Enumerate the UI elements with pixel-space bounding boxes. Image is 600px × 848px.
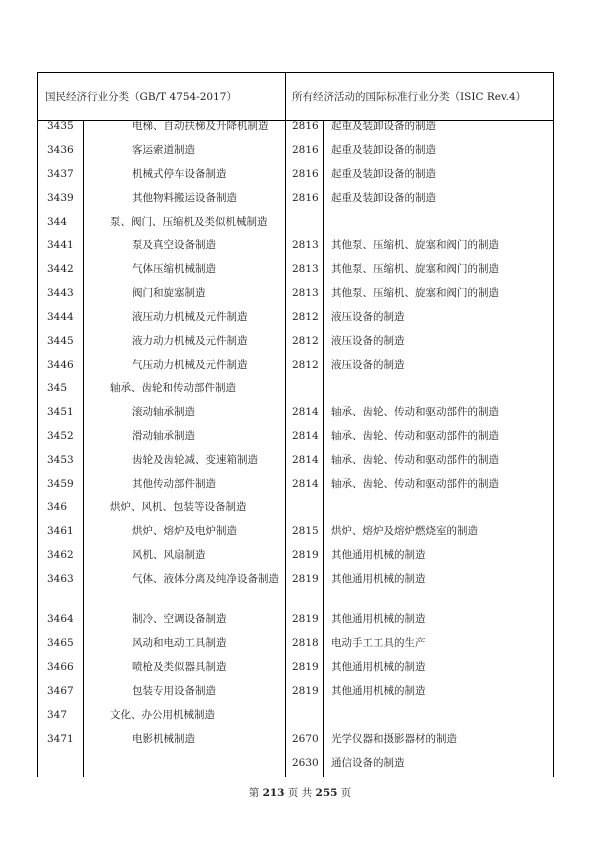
industry-name: 烘炉、熔炉及电炉制造 [132, 525, 237, 537]
table-row [0, 258, 600, 280]
industry-code: 3464 [47, 613, 74, 625]
isic-code: 2819 [292, 549, 319, 561]
industry-name: 机械式停车设备制造 [132, 168, 227, 180]
industry-code: 3446 [47, 359, 74, 371]
isic-code: 2819 [292, 573, 319, 585]
industry-name: 包装专用设备制造 [132, 685, 216, 697]
isic-name: 电动手工工具的生产 [331, 637, 426, 649]
industry-name: 其他传动部件制造 [132, 478, 216, 490]
isic-name: 其他通用机械的制造 [331, 613, 426, 625]
industry-code: 3439 [47, 192, 74, 204]
industry-code: 3442 [47, 263, 74, 275]
table-row [0, 568, 600, 590]
table-row [0, 306, 600, 328]
table-row [0, 449, 600, 471]
industry-code: 3462 [47, 549, 74, 561]
industry-name: 风机、风扇制造 [132, 549, 206, 561]
industry-name: 气体、液体分离及纯净设备制造 [132, 573, 279, 585]
industry-code: 3467 [47, 685, 74, 697]
isic-name: 起重及装卸设备的制造 [331, 120, 436, 132]
isic-name: 其他泵、压缩机、旋塞和阀门的制造 [331, 239, 499, 251]
isic-name: 起重及装卸设备的制造 [331, 192, 436, 204]
table-row [0, 401, 600, 423]
industry-name: 文化、办公用机械制造 [110, 709, 215, 721]
header-left-cell [45, 72, 237, 120]
table-row [0, 163, 600, 185]
industry-code: 3443 [47, 287, 74, 299]
isic-name: 轴承、齿轮、传动和驱动部件的制造 [331, 478, 499, 490]
total-page-number: 255 [315, 787, 338, 799]
footer-suffix: 页 [340, 787, 352, 799]
table-row [0, 680, 600, 702]
industry-code: 347 [47, 709, 68, 721]
table-row [0, 282, 600, 304]
isic-name: 烘炉、熔炉及熔炉燃烧室的制造 [331, 525, 478, 537]
industry-name: 齿轮及齿轮减、变速箱制造 [132, 454, 258, 466]
isic-code: 2819 [292, 613, 319, 625]
header-right-cell [292, 72, 526, 120]
isic-code: 2813 [292, 287, 319, 299]
table-row [0, 704, 600, 726]
table-row [0, 473, 600, 495]
industry-code: 3451 [47, 406, 74, 418]
isic-code: 2814 [292, 430, 319, 442]
industry-code: 3466 [47, 661, 74, 673]
table-row [0, 752, 600, 774]
industry-name: 喷枪及类似器具制造 [132, 661, 227, 673]
table-row [0, 544, 600, 566]
industry-code: 3465 [47, 637, 74, 649]
industry-name: 电梯、自动扶梯及升降机制造 [132, 120, 269, 132]
isic-name: 其他通用机械的制造 [331, 573, 426, 585]
table-row [0, 728, 600, 750]
industry-name: 电影机械制造 [132, 733, 195, 745]
industry-name: 气体压缩机械制造 [132, 263, 216, 275]
industry-code: 3437 [47, 168, 74, 180]
isic-name: 液压设备的制造 [331, 359, 405, 371]
isic-code: 2812 [292, 359, 319, 371]
industry-name: 烘炉、风机、包装等设备制造 [110, 501, 247, 513]
isic-name: 起重及装卸设备的制造 [331, 144, 436, 156]
header-right-text: 所有经济活动的国际标准行业分类（ISIC Rev.4） [292, 90, 527, 103]
table-row [0, 187, 600, 209]
industry-code: 344 [47, 216, 68, 228]
isic-code: 2816 [292, 120, 319, 132]
industry-name: 泵及真空设备制造 [132, 239, 216, 251]
industry-code: 3459 [47, 478, 74, 490]
industry-name: 风动和电动工具制造 [132, 637, 227, 649]
isic-code: 2816 [292, 192, 319, 204]
isic-name: 液压设备的制造 [331, 335, 405, 347]
current-page-number: 213 [262, 787, 285, 799]
industry-code: 3453 [47, 454, 74, 466]
industry-code: 3445 [47, 335, 74, 347]
isic-code: 2812 [292, 335, 319, 347]
industry-name: 客运索道制造 [132, 144, 195, 156]
isic-name: 光学仪器和摄影器材的制造 [331, 733, 457, 745]
header-left-text: 国民经济行业分类（GB/T 4754-2017） [45, 90, 237, 103]
industry-code: 346 [47, 501, 68, 513]
industry-code: 3463 [47, 573, 74, 585]
isic-name: 其他泵、压缩机、旋塞和阀门的制造 [331, 287, 499, 299]
isic-code: 2814 [292, 478, 319, 490]
isic-name: 液压设备的制造 [331, 311, 405, 323]
isic-code: 2814 [292, 454, 319, 466]
industry-code: 3471 [47, 733, 74, 745]
table-row [0, 377, 600, 399]
industry-code: 3444 [47, 311, 74, 323]
isic-code: 2816 [292, 168, 319, 180]
isic-name: 通信设备的制造 [331, 757, 405, 769]
table-row [0, 139, 600, 161]
isic-code: 2816 [292, 144, 319, 156]
table-row [0, 330, 600, 352]
industry-name: 制冷、空调设备制造 [132, 613, 227, 625]
industry-name: 其他物料搬运设备制造 [132, 192, 237, 204]
isic-code: 2670 [292, 733, 319, 745]
industry-name: 阀门和旋塞制造 [132, 287, 206, 299]
table-row [0, 234, 600, 256]
isic-code: 2818 [292, 637, 319, 649]
isic-code: 2813 [292, 263, 319, 275]
industry-name: 滚动轴承制造 [132, 406, 195, 418]
isic-code: 2814 [292, 406, 319, 418]
table-row [0, 115, 600, 137]
isic-code: 2812 [292, 311, 319, 323]
footer-middle: 页 共 [287, 787, 313, 799]
isic-code: 2815 [292, 525, 319, 537]
isic-name: 其他通用机械的制造 [331, 549, 426, 561]
industry-name: 滑动轴承制造 [132, 430, 195, 442]
page-footer [0, 785, 600, 800]
table-row [0, 608, 600, 630]
isic-name: 其他通用机械的制造 [331, 685, 426, 697]
isic-code: 2819 [292, 661, 319, 673]
industry-name: 液力动力机械及元件制造 [132, 335, 248, 347]
isic-name: 起重及装卸设备的制造 [331, 168, 436, 180]
industry-code: 3452 [47, 430, 74, 442]
industry-name: 气压动力机械及元件制造 [132, 359, 248, 371]
industry-code: 3435 [47, 120, 74, 132]
table-row [0, 354, 600, 376]
isic-code: 2813 [292, 239, 319, 251]
isic-name: 轴承、齿轮、传动和驱动部件的制造 [331, 430, 499, 442]
industry-code: 3461 [47, 525, 74, 537]
table-row [0, 211, 600, 233]
isic-code: 2630 [292, 757, 319, 769]
industry-code: 3441 [47, 239, 74, 251]
table-row [0, 656, 600, 678]
isic-name: 轴承、齿轮、传动和驱动部件的制造 [331, 454, 499, 466]
isic-name: 轴承、齿轮、传动和驱动部件的制造 [331, 406, 499, 418]
industry-code: 345 [47, 382, 68, 394]
isic-name: 其他通用机械的制造 [331, 661, 426, 673]
footer-prefix: 第 [248, 787, 260, 799]
industry-code: 3436 [47, 144, 74, 156]
isic-name: 其他泵、压缩机、旋塞和阀门的制造 [331, 263, 499, 275]
table-row [0, 632, 600, 654]
table-row [0, 496, 600, 518]
isic-code: 2819 [292, 685, 319, 697]
industry-name: 轴承、齿轮和传动部件制造 [110, 382, 236, 394]
industry-name: 液压动力机械及元件制造 [132, 311, 248, 323]
industry-name: 泵、阀门、压缩机及类似机械制造 [110, 216, 268, 228]
table-row [0, 520, 600, 542]
table-row [0, 425, 600, 447]
